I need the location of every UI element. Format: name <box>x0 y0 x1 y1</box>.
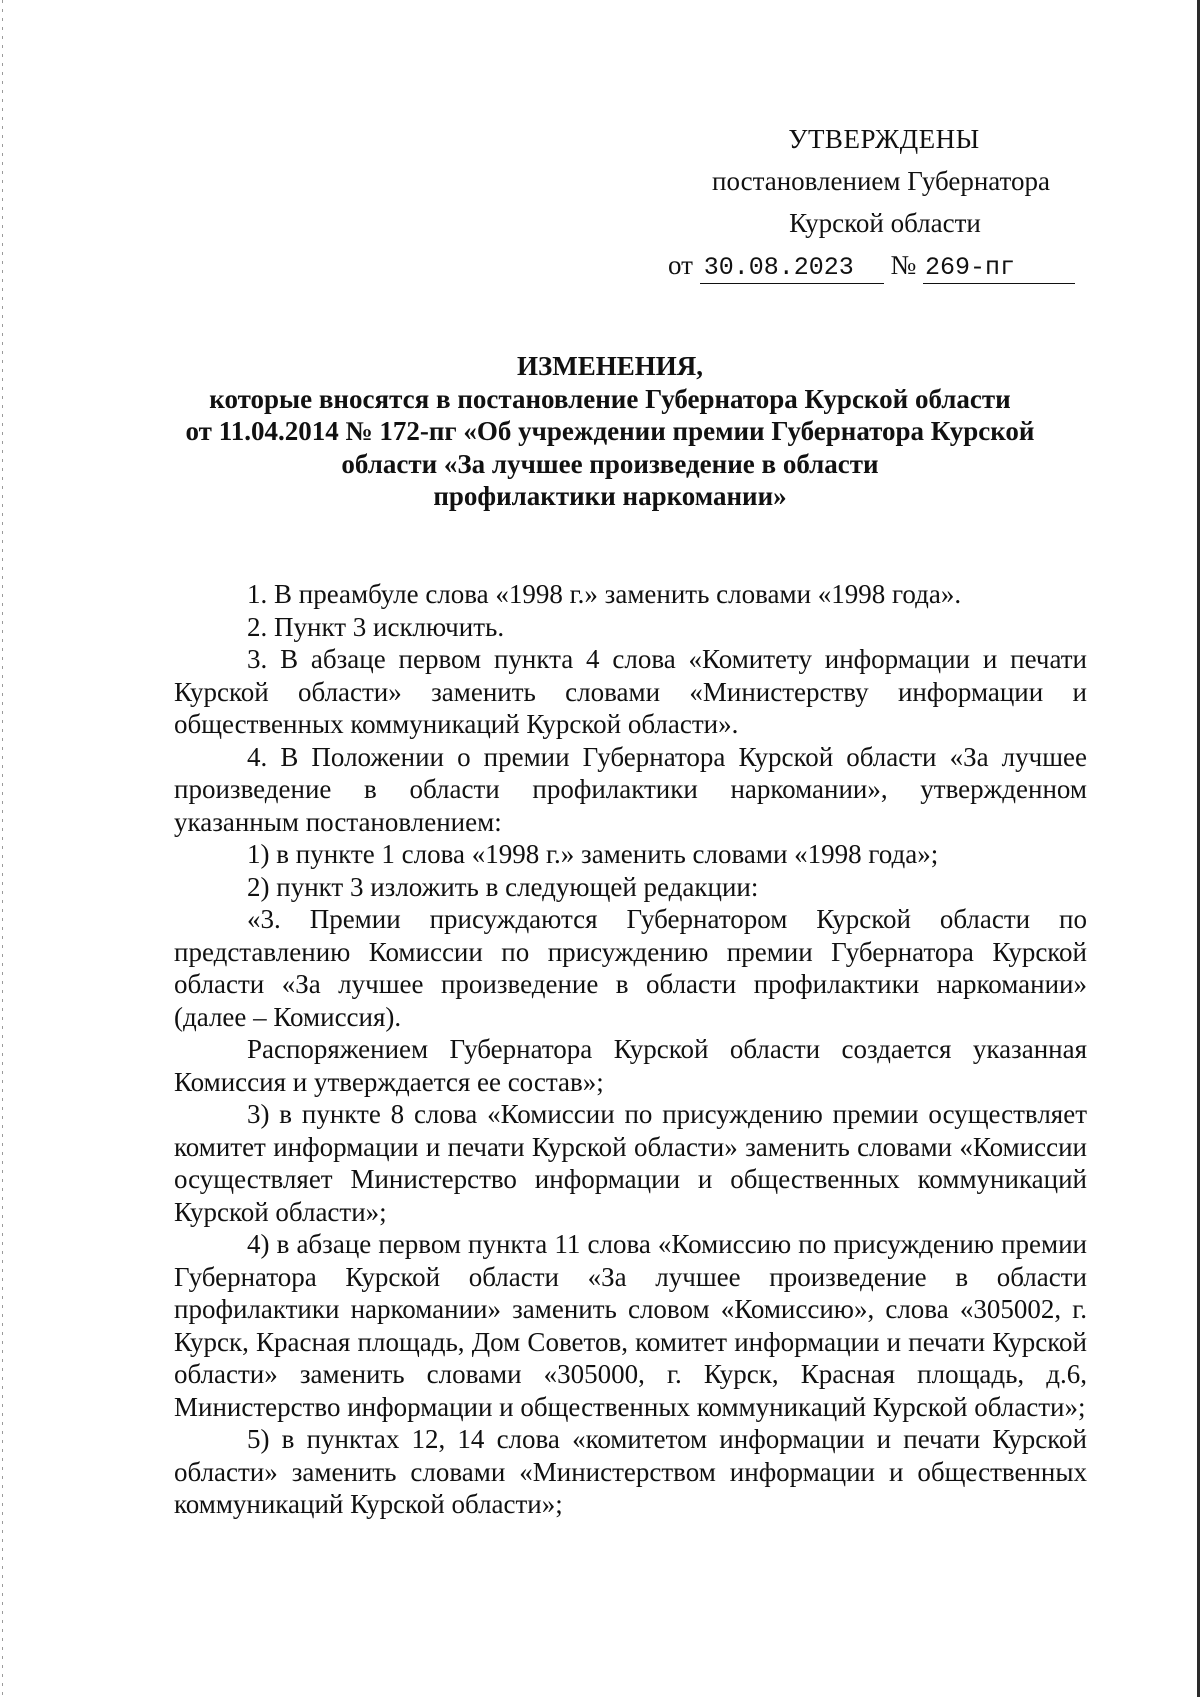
approval-stamp-block <box>660 118 1080 286</box>
paragraph-quote-continuation: Распоряжением Губернатора Курской области создается указанная Комиссия и утверждается ее состав»; <box>174 1034 1087 1097</box>
paragraph-item-2: 2. Пункт 3 исключить. <box>247 611 505 642</box>
paragraph-quote-3: «3. Премии присуждаются Губернатором Курской области по представлению Комиссии по присуждению премии Губернатора Курской области «За лучшее произведение в области профилактики наркомании» (далее – Комиссия). <box>174 904 1087 1032</box>
paragraph-subitem-2: 2) пункт 3 изложить в следующей редакции: <box>247 871 759 902</box>
paragraph-subitem-4: 4) в абзаце первом пункта 11 слова «Комиссию по присуждению премии Губернатора Курской области «За лучшее произведение в области профилактики наркомании» заменить словом «Комиссию», слова «305002, г. Курск, Красная площадь, Дом Советов, комитет информации и печати Курской области» заменить словами «305000, г. Курск, Красная площадь, д.6, Министерство информации и общественных коммуникаций Курской области»; <box>174 1229 1087 1422</box>
approval-title: УТВЕРЖДЕНЫ <box>788 124 980 154</box>
paragraph-item-4: 4. В Положении о премии Губернатора Курской области «За лучшее произведение в области профилактики наркомании», утвержденном указанным постановлением: <box>174 741 1087 837</box>
heading-subtitle-line: которые вносятся в постановление Губернатора Курской области <box>209 383 1011 414</box>
approval-date-line <box>660 244 1080 286</box>
document-heading <box>150 350 1070 513</box>
approval-number: 269-пг <box>923 253 1075 284</box>
scan-edge-left <box>2 0 3 1697</box>
number-prefix: № <box>890 250 917 280</box>
heading-subtitle-line: от 11.04.2014 № 172-пг «Об учреждении премии Губернатора Курской <box>185 416 1035 446</box>
paragraph-subitem-3: 3) в пункте 8 слова «Комиссии по присуждению премии осуществляет комитет информации и печати Курской области» заменить словами «Комиссии осуществляет Министерство информации и общественных коммуникаций Курской области»; <box>174 1099 1087 1227</box>
heading-subtitle-line: профилактики наркомании» <box>433 481 787 511</box>
heading-subtitle-line: области «За лучшее произведение в области <box>341 448 879 479</box>
date-prefix: от <box>668 250 693 280</box>
approval-region: Курской области <box>789 208 981 238</box>
paragraph-item-3: 3. В абзаце первом пункта 4 слова «Комитету информации и печати Курской области» заменить словами «Министерству информации и общественных коммуникаций Курской области». <box>174 644 1087 739</box>
paragraph-subitem-5: 5) в пунктах 12, 14 слова «комитетом информации и печати Курской области» заменить словами «Министерством информации и общественных коммуникаций Курской области»; <box>174 1424 1087 1519</box>
document-body <box>174 578 1087 1521</box>
approval-issued-by: постановлением Губернатора <box>712 166 1050 196</box>
paragraph-preamble: 1. В преамбуле слова «1998 г.» заменить словами «1998 года». <box>247 579 962 609</box>
paragraph-subitem-1: 1) в пункте 1 слова «1998 г.» заменить словами «1998 года»; <box>247 839 939 869</box>
heading-title: ИЗМЕНЕНИЯ, <box>516 351 703 381</box>
approval-date: 30.08.2023 <box>700 253 884 284</box>
